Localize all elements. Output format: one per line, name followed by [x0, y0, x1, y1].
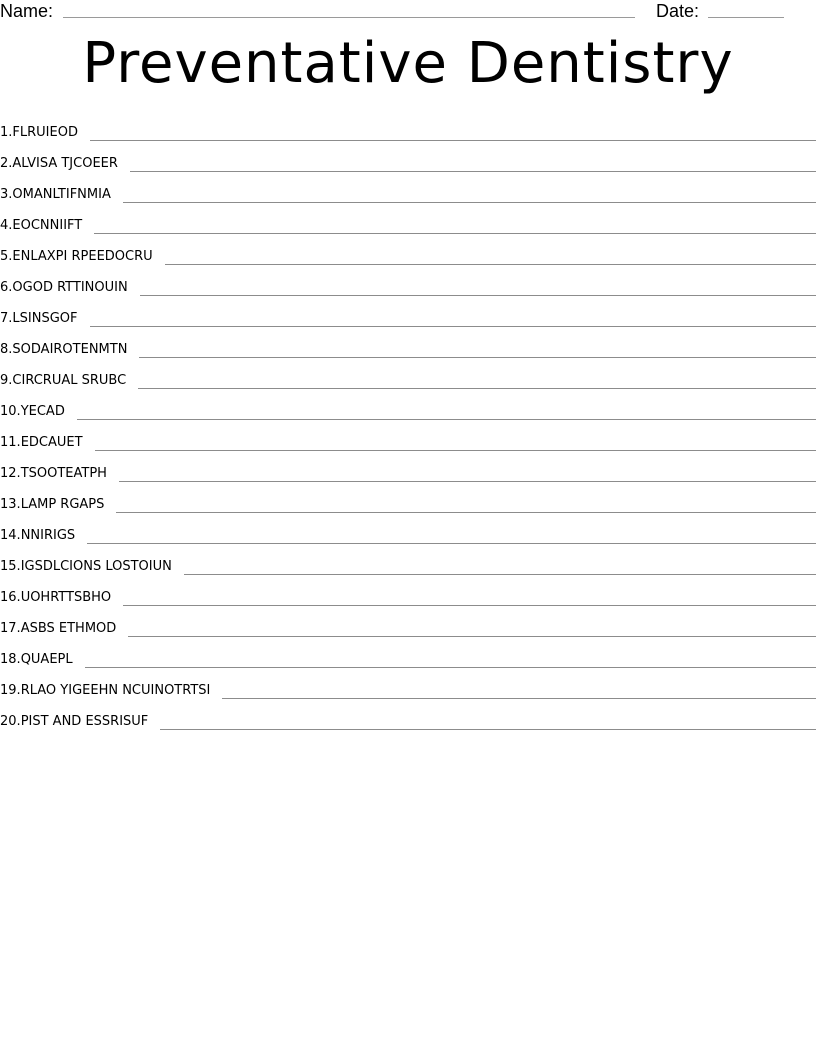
answer-write-line — [94, 232, 816, 234]
answer-write-line — [130, 170, 816, 172]
scrambled-word: NNIRIGS — [20, 528, 76, 543]
answer-write-line — [90, 325, 816, 327]
worksheet-title: Preventative Dentistry — [82, 31, 734, 96]
item-number: 2. — [0, 156, 13, 171]
answer-write-line — [165, 263, 816, 265]
item-number: 12. — [0, 466, 21, 481]
scramble-row — [0, 297, 816, 328]
item-number: 10. — [0, 404, 21, 419]
answer-write-line — [160, 728, 816, 730]
answer-write-line — [119, 480, 816, 482]
item-number: 19. — [0, 683, 21, 698]
answer-write-line — [222, 697, 816, 699]
answer-write-line — [123, 604, 816, 606]
scramble-row — [0, 700, 816, 731]
scramble-row — [0, 359, 816, 390]
answer-write-line — [138, 387, 816, 389]
scrambled-word: FLRUIEOD — [12, 125, 78, 140]
answer-write-line — [95, 449, 816, 451]
scrambled-word: YECAD — [20, 404, 65, 419]
scramble-row — [0, 390, 816, 421]
scramble-row — [0, 514, 816, 545]
answer-write-line — [184, 573, 816, 575]
answer-write-line — [85, 666, 816, 668]
answer-write-line — [116, 511, 816, 513]
scrambled-word: QUAEPL — [20, 652, 73, 667]
scrambled-word: OMANLTIFNMIA — [12, 187, 111, 202]
scramble-row — [0, 173, 816, 204]
item-number: 1. — [0, 125, 13, 140]
scramble-row — [0, 142, 816, 173]
item-number: 6. — [0, 280, 13, 295]
worksheet-header — [0, 0, 816, 24]
item-number: 3. — [0, 187, 13, 202]
name-write-line — [63, 17, 635, 18]
scramble-row — [0, 638, 816, 669]
answer-write-line — [77, 418, 816, 420]
scrambled-word: LAMP RGAPS — [20, 497, 105, 512]
answer-write-line — [140, 294, 816, 296]
item-number: 14. — [0, 528, 21, 543]
item-number: 5. — [0, 249, 13, 264]
item-number: 17. — [0, 621, 21, 636]
item-number: 20. — [0, 714, 21, 729]
item-number: 9. — [0, 373, 13, 388]
item-number: 15. — [0, 559, 21, 574]
item-number: 8. — [0, 342, 13, 357]
scrambled-word: TSOOTEATPH — [20, 466, 107, 481]
item-number: 16. — [0, 590, 21, 605]
scrambled-word: LSINSGOF — [12, 311, 78, 326]
scrambled-word: RLAO YIGEEHN NCUINOTRTSI — [20, 683, 211, 698]
answer-write-line — [139, 356, 816, 358]
scramble-row — [0, 204, 816, 235]
scrambled-word: EOCNNIIFT — [12, 218, 83, 233]
scrambled-word: ENLAXPI RPEEDOCRU — [12, 249, 153, 264]
answer-write-line — [87, 542, 816, 544]
scramble-row — [0, 421, 816, 452]
scramble-row — [0, 235, 816, 266]
scramble-row — [0, 452, 816, 483]
scrambled-word: EDCAUET — [20, 435, 83, 450]
scramble-row — [0, 607, 816, 638]
answer-write-line — [128, 635, 816, 637]
scramble-row — [0, 328, 816, 359]
item-number: 13. — [0, 497, 21, 512]
answer-write-line — [123, 201, 816, 203]
scramble-row — [0, 576, 816, 607]
scramble-row — [0, 545, 816, 576]
scrambled-word: OGOD RTTINOUIN — [12, 280, 128, 295]
item-number: 18. — [0, 652, 21, 667]
item-number: 7. — [0, 311, 13, 326]
scrambled-word: PIST AND ESSRISUF — [20, 714, 149, 729]
date-label: Date: — [656, 1, 700, 21]
scramble-row — [0, 111, 816, 142]
scrambled-word: ASBS ETHMOD — [20, 621, 117, 636]
word-scramble-list — [0, 111, 816, 731]
scramble-row — [0, 669, 816, 700]
scramble-row — [0, 483, 816, 514]
scrambled-word: UOHRTTSBHO — [20, 590, 112, 605]
scrambled-word: ALVISA TJCOEER — [12, 156, 118, 171]
scrambled-word: CIRCRUAL SRUBC — [12, 373, 127, 388]
name-label: Name: — [0, 1, 54, 21]
scramble-row — [0, 266, 816, 297]
item-number: 11. — [0, 435, 21, 450]
date-write-line — [708, 17, 784, 18]
scrambled-word: SODAIROTENMTN — [12, 342, 128, 357]
answer-write-line — [90, 139, 816, 141]
item-number: 4. — [0, 218, 13, 233]
scrambled-word: IGSDLCIONS LOSTOIUN — [20, 559, 172, 574]
